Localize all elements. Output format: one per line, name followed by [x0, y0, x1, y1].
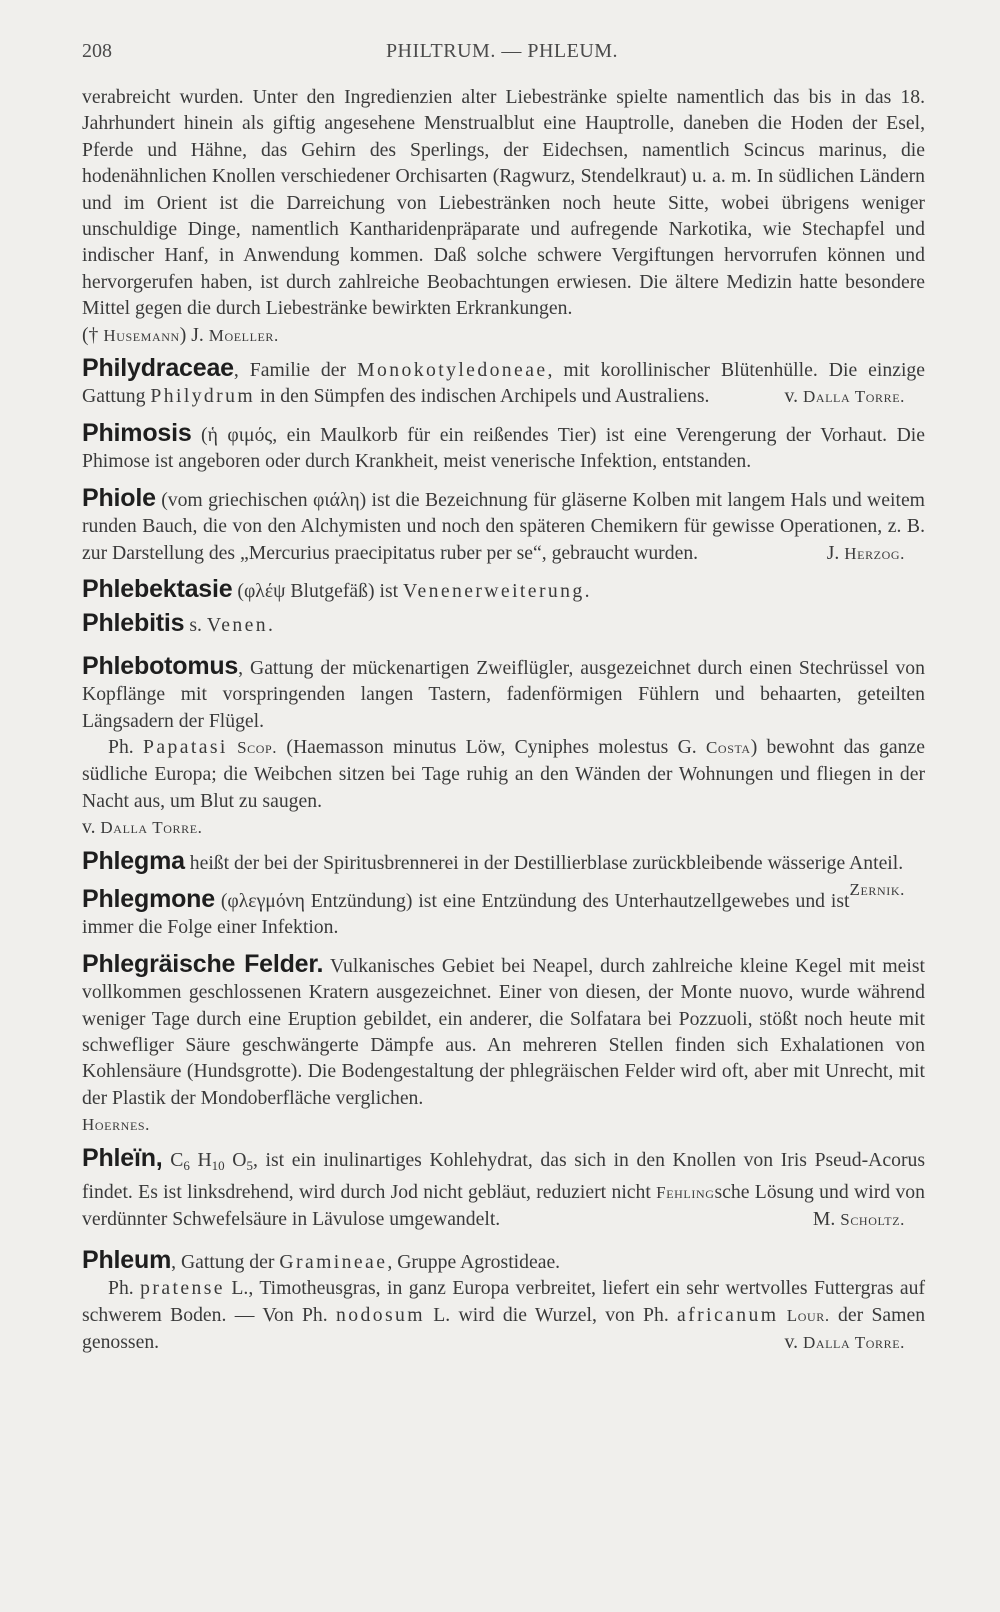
running-header — [82, 40, 922, 66]
entry-phlein: Phleïn, $C_6$ $H_{10}$ $O_5$, ist ein inulinartiges Kohlehydrat, das sich in den Knollen von Iris Pseud-Acorus findet. Es ist linksdrehend, wird durch Jod nicht gebläut, reduziert nicht Fehlingsche Lösung und wird von verdünnter Schwefelsäure in Lävulose umgewandelt. M. Scholtz. — [82, 1145, 925, 1233]
chemical-formula: $C_6$ $H_{10}$ $O_5$ — [170, 1148, 254, 1173]
entry-phlegma: Phlegma heißt der bei der Spiritusbrennerei in der Destillierblase zurückbleibende wässerige Anteil. Zernik. — [82, 848, 925, 876]
headword-phleum: Phleum — [82, 1245, 172, 1274]
headword-phlegmone: Phlegmone — [82, 884, 215, 913]
entry-phlebotomus-species: Ph. Papatasi Scop. (Haemasson minutus Löw, Cyniphes molestus G. Costa) bewohnt das ganze südliche Europa; die Weibchen sitzen bei Tage ruhig an den Wänden der Wohnungen und fliegen in der Nacht aus, um Blut zu saugen. — [82, 735, 925, 812]
headword-phlegraeische-felder: Phlegräische Felder. — [82, 949, 324, 978]
signature-phlein: M. Scholtz. — [812, 1208, 905, 1231]
entry-phlebitis: Phlebitis s. Venen. — [82, 609, 276, 638]
entry-philydraceae: Philydraceae, Familie der Monokotyledoneae, mit korollinischer Blütenhülle. Die einzige Gattung Philydrum in den Sümpfen des indischen Archipels und Australiens. v. Dalla Torre. — [82, 355, 925, 410]
headword-phiole: Phiole — [82, 483, 156, 512]
headword-philydraceae: Philydraceae — [82, 354, 234, 383]
entry-phlebotomus: Phlebotomus, Gattung der mückenartigen Zweiflügler, ausgezeichnet durch einen Stechrüssel von Kopflänge mit vorspringenden langen Tastern, fadenförmigen Fühlern und behaarten, geteilten Längsadern der Flügel. — [82, 651, 925, 732]
signature-phiole: J. Herzog. — [826, 541, 905, 564]
signature-phleum: v. Dalla Torre. — [784, 1331, 905, 1354]
page-number: 208 — [82, 40, 112, 62]
entry-phlegraeische-felder: Phlegräische Felder. Vulkanisches Gebiet bei Neapel, durch zahlreiche kleine Kegel mit meist vollkommen geschlossenen Kratern ausgezeichnet. Einer von diesen, der Monte nuovo, wurde während weniger Tage durch eine Eruption gebildet, ein anderer, die Solfatara bei Pozzuoli, stößt noch heute mit schwefliger Säure geschwängerte Dämpfe aus. An mehreren Stellen finden sich Exhalationen von Kohlensäure (Hundsgrotte). Die Bodengestaltung der phlegräischen Felder wird oft, aber mit Unrecht, mit der Plastik der Mondoberfläche verglichen. — [82, 949, 925, 1109]
headword-phimosis: Phimosis — [82, 418, 192, 447]
headword-phlegma: Phlegma — [82, 846, 185, 875]
entry-phiole: Phiole (vom griechischen φιάλη) ist die Bezeichnung für gläserne Kolben mit langem Hals und weitem runden Bauch, die von den Alchymisten und noch den späteren Chemikern für gewisse Operationen, z. B. zur Darstellung des „Mercurius praecipitatus ruber per se“, gebraucht wurden. J. Herzog. — [82, 485, 925, 566]
entry-philtrum-continued: verabreicht wurden. Unter den Ingredienzien alter Liebestränke spielte namentlich das bis in das 18. Jahrhundert hinein als giftig angesehene Menstrualblut eine Hauptrolle, daneben die Hoden der Esel, Pferde und Hähne, das Gehirn des Sperlings, der Eidechsen, namentlich Scincus marinus, die hodenähnlichen Knollen verschiedener Orchisarten (Ragwurz, Stendelkraut) u. a. m. In südlichen Ländern und im Orient ist die Darreichung von Liebestränken noch heute Sitte, wobei übrigens weniger unschuldige Dinge, namentlich Kantharidenpräparate und aufregende Narkotika, wie Stechapfel und indischer Hanf, in Anwendung kommen. Daß solche schwere Vergiftungen hervorrufen können und hervorgerufen haben, ist durch zahlreiche Beobachtungen erwiesen. Die ältere Medizin hatte besondere Mittel gegen die durch Liebestränke bewirkten Erkrankungen. — [82, 86, 925, 320]
entry-phleum-species: Ph. pratense L., Timotheusgras, in ganz Europa verbreitet, liefert ein sehr wertvolles Futtergras auf schwerem Boden. — Von Ph. nodosum L. wird die Wurzel, von Ph. africanum Lour. der Samen genossen. v. Dalla Torre. — [82, 1275, 925, 1355]
headword-phlebotomus: Phlebotomus — [82, 651, 239, 680]
signature-phlebotomus: v. Dalla Torre. — [82, 816, 203, 839]
entry-phimosis: Phimosis (ἡ φιμός, ein Maulkorb für ein reißendes Tier) ist eine Verengerung der Vorhaut. Die Phimose ist angeboren oder durch Krankheit, meist venerische Infektion, entstanden. — [82, 418, 925, 473]
entry-phleum: Phleum, Gattung der Gramineae, Gruppe Agrostideae. — [82, 1245, 561, 1274]
signature-philydraceae: v. Dalla Torre. — [784, 385, 905, 408]
headword-phlebektasie: Phlebektasie — [82, 574, 233, 603]
entry-phlebektasie: Phlebektasie (φλέψ Blutgefäß) ist Venenerweiterung. — [82, 574, 592, 603]
headword-phlein: Phleïn, — [82, 1143, 163, 1172]
entry-phlegmone: Phlegmone (φλεγμόνη Entzündung) ist eine Entzündung des Unterhautzellgewebes und ist immer die Folge einer Infektion. — [82, 884, 850, 939]
running-title: PHILTRUM. — PHLEUM. — [385, 40, 619, 62]
signature-phlegma: Zernik. — [849, 879, 905, 899]
signature-phlegraeische-felder: Hoernes. — [82, 1115, 150, 1135]
body-text — [82, 84, 925, 1356]
headword-phlebitis: Phlebitis — [82, 609, 185, 638]
signature-philtrum: († Husemann) J. Moeller. — [82, 323, 279, 346]
